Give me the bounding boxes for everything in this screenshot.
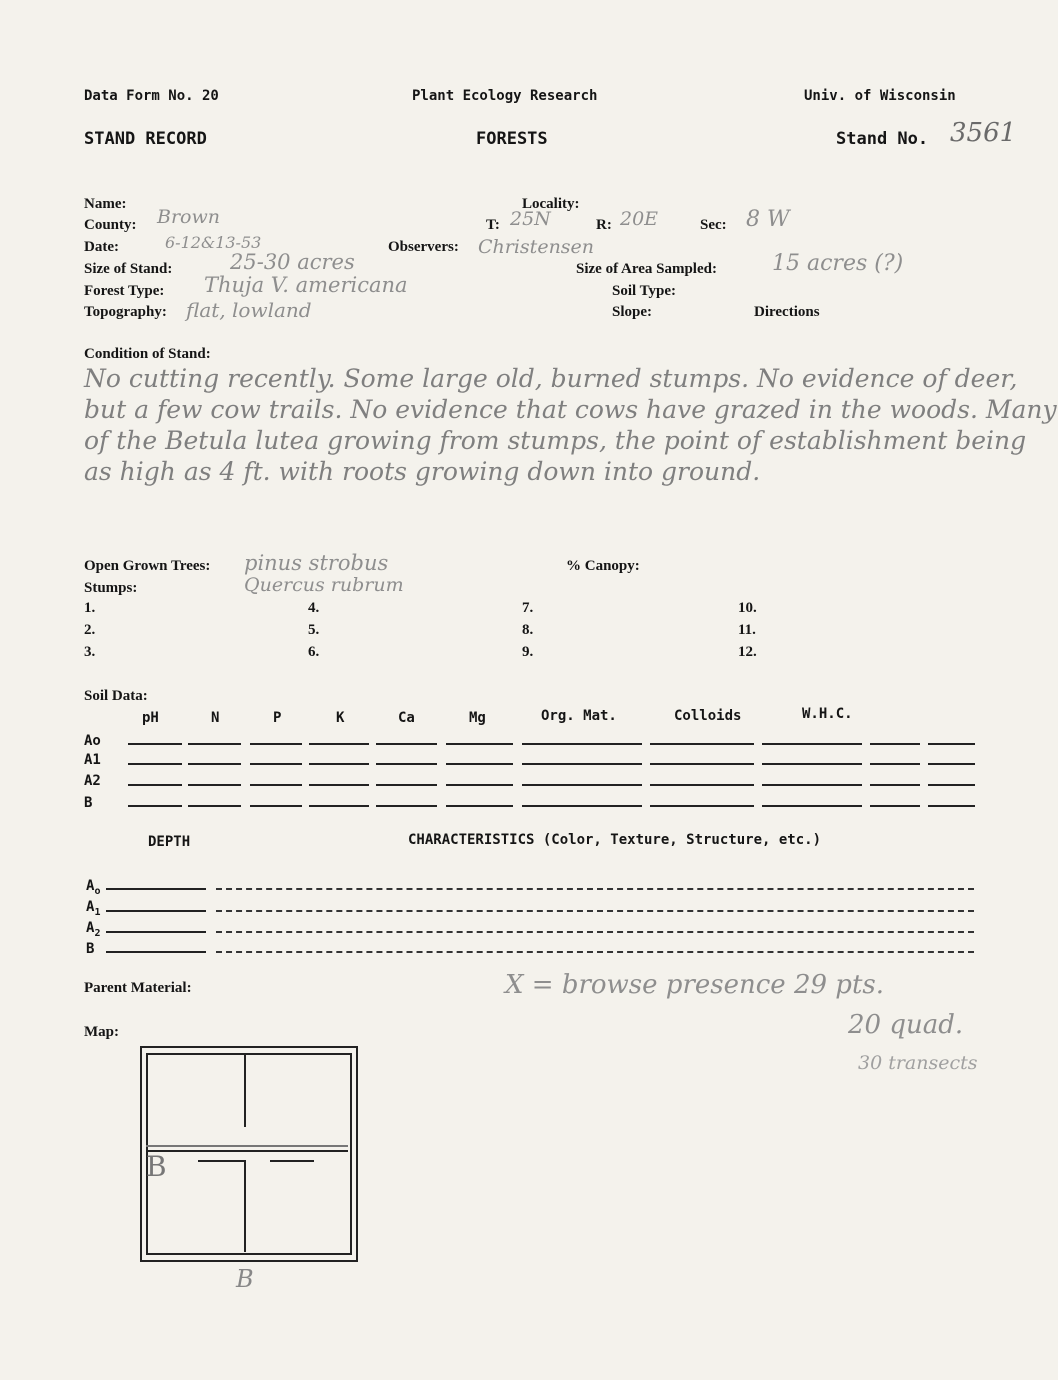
depth-row-label: $A_1$	[86, 899, 101, 918]
soil-data-blank-line	[128, 784, 182, 786]
soil-data-blank-line	[309, 784, 369, 786]
open-grown-trees-value-1: pinus strobus	[244, 551, 389, 575]
soil-data-blank-line	[928, 763, 975, 765]
characteristics-line	[216, 931, 974, 933]
soil-data-blank-line	[650, 784, 754, 786]
soil-column-header: Org. Mat.	[541, 708, 617, 724]
depth-row-label: $A_o$	[86, 878, 101, 897]
soil-data-blank-line	[446, 743, 513, 745]
directions-label: Directions	[754, 304, 820, 320]
stump-number: 5.	[308, 622, 320, 638]
depth-line	[106, 910, 206, 912]
soil-data-blank-line	[762, 743, 862, 745]
area-sampled-value: 15 acres (?)	[772, 251, 904, 276]
topography-value: flat, lowland	[186, 298, 312, 322]
stump-number: 8.	[522, 622, 534, 638]
soil-row-label: A1	[84, 752, 101, 768]
canopy-label: % Canopy:	[566, 558, 640, 574]
depth-line	[106, 951, 206, 953]
soil-data-blank-line	[128, 763, 182, 765]
soil-data-blank-line	[376, 763, 437, 765]
soil-data-blank-line	[650, 763, 754, 765]
county-value: Brown	[157, 206, 220, 228]
soil-data-blank-line	[188, 743, 241, 745]
form-type: FORESTS	[476, 129, 548, 149]
stump-number: 12.	[738, 644, 757, 660]
soil-row-label: A2	[84, 773, 101, 789]
topography-label: Topography:	[84, 304, 167, 320]
university: Univ. of Wisconsin	[804, 88, 956, 104]
organization: Plant Ecology Research	[412, 88, 598, 104]
soil-column-header: P	[273, 710, 282, 726]
stump-number: 11.	[738, 622, 756, 638]
soil-data-blank-line	[188, 805, 241, 807]
soil-column-header: K	[336, 710, 345, 726]
stumps-label: Stumps:	[84, 580, 138, 596]
depth-line	[106, 888, 206, 890]
map-grid-line	[146, 1150, 348, 1152]
soil-data-blank-line	[446, 763, 513, 765]
form-number: Data Form No. 20	[84, 88, 219, 104]
forest-type-value: Thuja V. americana	[204, 273, 408, 297]
soil-data-blank-line	[762, 763, 862, 765]
soil-data-blank-line	[250, 743, 302, 745]
soil-data-blank-line	[522, 763, 642, 765]
range-value: 20E	[620, 208, 659, 230]
characteristics-line	[216, 888, 974, 890]
characteristics-line	[216, 910, 974, 912]
size-of-stand-label: Size of Stand:	[84, 261, 173, 277]
soil-data-blank-line	[188, 763, 241, 765]
soil-data-blank-line	[522, 743, 642, 745]
map-grid-line	[270, 1160, 314, 1162]
map-grid-line	[198, 1160, 244, 1162]
soil-data-blank-line	[650, 805, 754, 807]
name-label: Name:	[84, 196, 127, 212]
soil-row-label: B	[84, 795, 93, 811]
observers-label: Observers:	[388, 239, 459, 255]
soil-column-header: W.H.C.	[802, 706, 853, 722]
stump-number: 7.	[522, 600, 534, 616]
soil-data-blank-line	[870, 784, 920, 786]
soil-data-blank-line	[309, 805, 369, 807]
soil-data-blank-line	[128, 743, 182, 745]
soil-data-blank-line	[376, 805, 437, 807]
soil-data-blank-line	[928, 743, 975, 745]
depth-row-label: $A_2$	[86, 920, 101, 939]
soil-column-header: Ca	[398, 710, 415, 726]
soil-data-blank-line	[928, 805, 975, 807]
stand-number-label: Stand No.	[836, 129, 929, 149]
map-inner-border	[146, 1053, 352, 1255]
condition-label: Condition of Stand:	[84, 346, 211, 362]
characteristics-label: CHARACTERISTICS (Color, Texture, Structure, etc.)	[408, 832, 822, 848]
soil-data-blank-line	[762, 805, 862, 807]
map-grid-line	[244, 1160, 246, 1252]
soil-column-header: Colloids	[674, 708, 742, 724]
stump-number: 3.	[84, 644, 96, 660]
soil-data-blank-line	[309, 743, 369, 745]
soil-column-header: Mg	[469, 710, 486, 726]
map-label: Map:	[84, 1024, 119, 1040]
soil-data-blank-line	[250, 763, 302, 765]
depth-label: DEPTH	[148, 834, 191, 850]
soil-column-header: pH	[142, 710, 159, 726]
soil-data-blank-line	[870, 743, 920, 745]
condition-text: No cutting recently. Some large old, burned stumps. No evidence of deer, but a few cow trails. No evidence that cows have grazed in the woods. Many of the Betula lutea growing from stumps, the point of establishment being as high as 4 ft. with roots growing down into ground.	[84, 364, 1057, 486]
township-value: 25N	[510, 208, 551, 230]
forest-type-label: Forest Type:	[84, 283, 165, 299]
stump-number: 9.	[522, 644, 534, 660]
depth-line	[106, 931, 206, 933]
record-title: STAND RECORD	[84, 129, 207, 149]
stump-number: 1.	[84, 600, 96, 616]
soil-data-blank-line	[870, 763, 920, 765]
county-label: County:	[84, 217, 137, 233]
soil-data-blank-line	[376, 784, 437, 786]
map-corner-mark: B	[146, 1150, 167, 1183]
stump-number: 2.	[84, 622, 96, 638]
slope-label: Slope:	[612, 304, 653, 320]
soil-data-blank-line	[446, 784, 513, 786]
soil-data-blank-line	[928, 784, 975, 786]
soil-data-blank-line	[522, 784, 642, 786]
soil-data-blank-line	[376, 743, 437, 745]
township-label: T:	[486, 217, 500, 233]
soil-data-blank-line	[446, 805, 513, 807]
browse-note: X = browse presence 29 pts.	[505, 970, 884, 1000]
stand-number-value: 3561	[950, 118, 1017, 148]
parent-material-label: Parent Material:	[84, 980, 192, 996]
area-sampled-label: Size of Area Sampled:	[576, 261, 717, 277]
map-grid-line	[244, 1053, 246, 1127]
map-below-mark: B	[236, 1265, 254, 1293]
soil-data-blank-line	[188, 784, 241, 786]
soil-data-label: Soil Data:	[84, 688, 148, 704]
transects-note: 30 transects	[858, 1052, 978, 1074]
size-of-stand-value: 25-30 acres	[230, 250, 355, 274]
stump-number: 6.	[308, 644, 320, 660]
soil-data-blank-line	[522, 805, 642, 807]
map-grid-line	[198, 1150, 199, 1151]
stump-number: 4.	[308, 600, 320, 616]
map-grid-line	[146, 1145, 348, 1147]
date-label: Date:	[84, 239, 119, 255]
range-label: R:	[596, 217, 612, 233]
soil-data-blank-line	[128, 805, 182, 807]
quad-note: 20 quad.	[848, 1010, 964, 1040]
date-value: 6-12&13-53	[165, 233, 262, 252]
soil-type-label: Soil Type:	[612, 283, 677, 299]
soil-data-blank-line	[250, 805, 302, 807]
soil-row-label: Ao	[84, 733, 101, 749]
depth-row-label: B	[86, 941, 95, 957]
soil-data-blank-line	[870, 805, 920, 807]
characteristics-line	[216, 951, 974, 953]
soil-data-blank-line	[250, 784, 302, 786]
locality-label: Locality:	[522, 196, 580, 212]
section-label: Sec:	[700, 217, 727, 233]
section-value: 8 W	[746, 207, 790, 232]
stump-number: 10.	[738, 600, 757, 616]
soil-data-blank-line	[762, 784, 862, 786]
soil-data-blank-line	[309, 763, 369, 765]
observers-value: Christensen	[478, 236, 595, 258]
open-grown-trees-value-2: Quercus rubrum	[244, 574, 404, 596]
open-grown-trees-label: Open Grown Trees:	[84, 558, 211, 574]
soil-data-blank-line	[650, 743, 754, 745]
soil-column-header: N	[211, 710, 220, 726]
